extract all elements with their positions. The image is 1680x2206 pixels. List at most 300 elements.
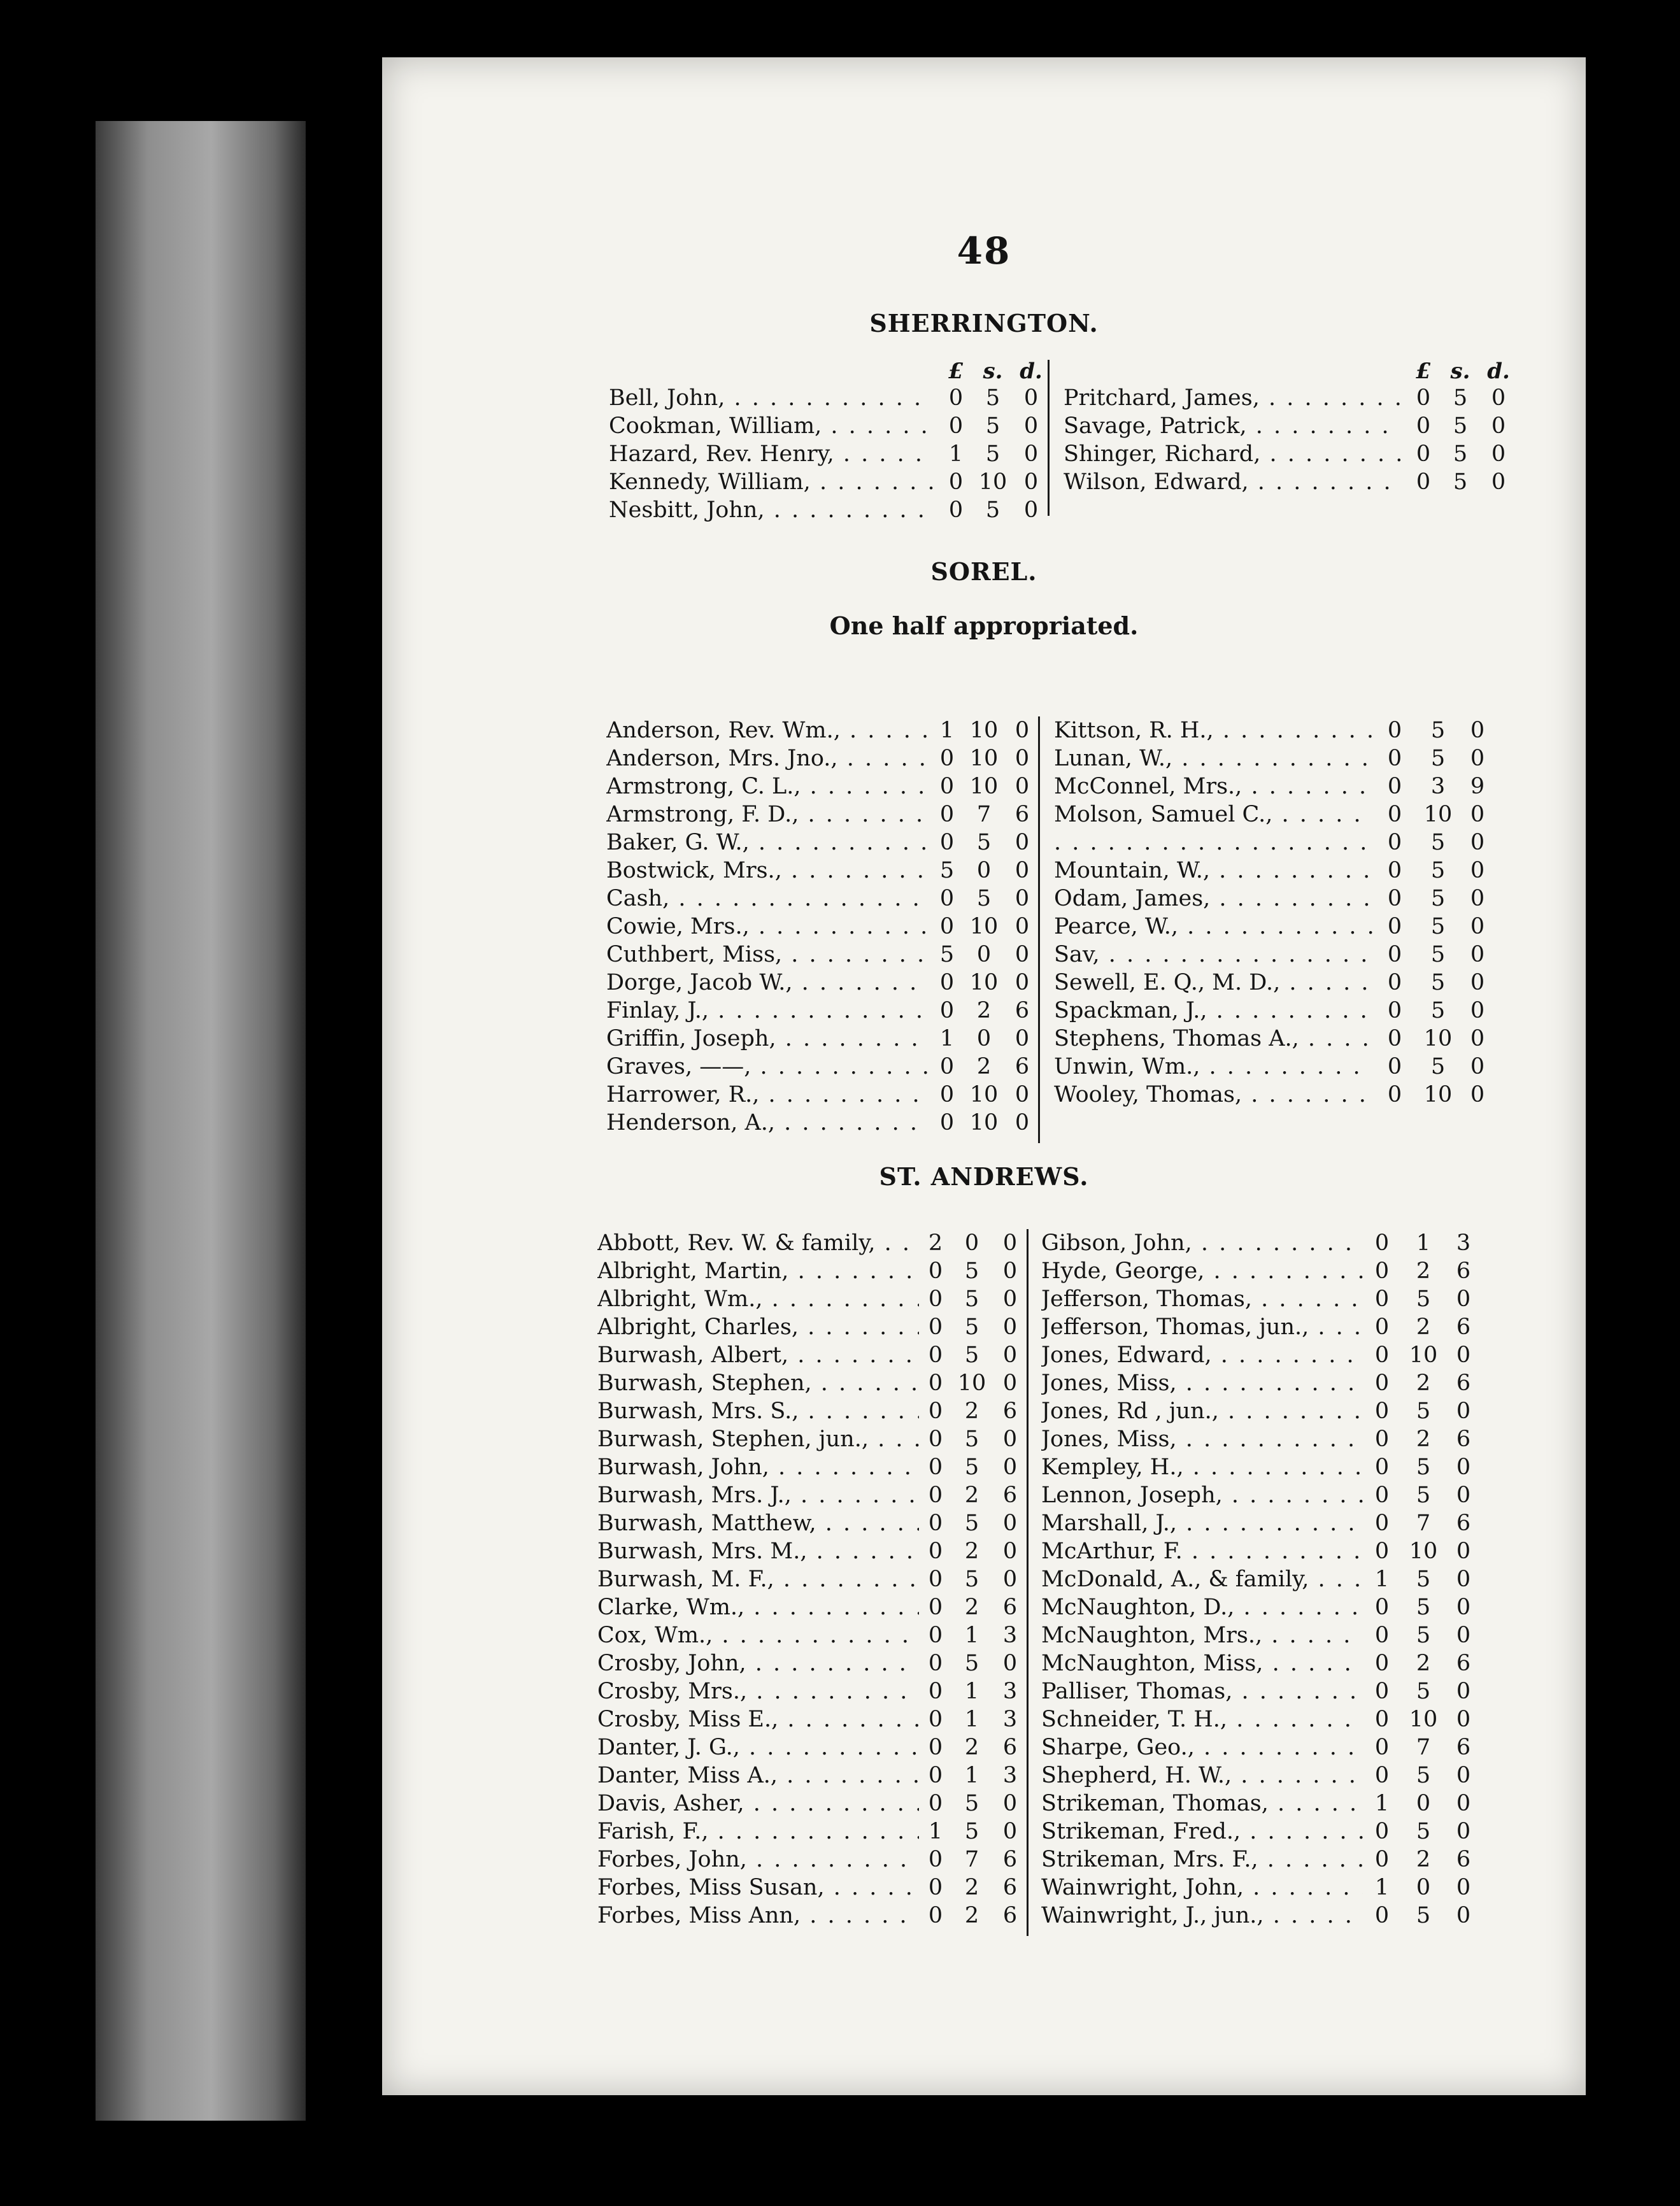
pence-value: 0 — [1014, 746, 1030, 771]
pounds-value: 0 — [928, 1314, 943, 1340]
subscriber-name: Graves, ——, . . . — [606, 1053, 928, 1081]
pounds-value: 0 — [1374, 1623, 1390, 1648]
subscriber-row — [606, 885, 1052, 913]
subscriber-row — [1054, 772, 1513, 801]
pence-value: 6 — [1456, 1314, 1471, 1340]
subscriber-name: Lunan, W., . . . — [1054, 744, 1372, 772]
shillings-value: 10 — [969, 1110, 999, 1135]
subscriber-name: McArthur, F. . . . — [1041, 1537, 1363, 1565]
pence-value: 0 — [1456, 1679, 1471, 1704]
subscriber-row — [1041, 1453, 1500, 1481]
subscriber-row — [1064, 440, 1522, 468]
pence-value: 0 — [1014, 1110, 1030, 1135]
subscriber-name: Schneider, T. H., . . . — [1041, 1705, 1363, 1733]
shillings-value: 10 — [1423, 802, 1453, 827]
shillings-value: 10 — [969, 970, 999, 995]
shillings-value: 5 — [985, 385, 1000, 411]
shillings-value: 5 — [1416, 1819, 1431, 1844]
subscriber-name: Jones, Rd , jun., . . . — [1041, 1397, 1363, 1425]
subscriber-row — [597, 1705, 1043, 1733]
subscriber-name: Shinger, Richard, . . . — [1064, 440, 1401, 468]
shillings-value: 7 — [976, 802, 992, 827]
pence-value: 6 — [1456, 1370, 1471, 1396]
shillings-value: 5 — [1430, 830, 1446, 855]
subscriber-name: McNaughton, D., . . . — [1041, 1593, 1363, 1621]
shillings-value: 10 — [969, 914, 999, 939]
shillings-value: 10 — [978, 469, 1007, 495]
subscriber-row — [1041, 1509, 1500, 1537]
pence-value: 0 — [1002, 1511, 1018, 1536]
pounds-value: 0 — [928, 1651, 943, 1676]
subscriber-row — [597, 1761, 1043, 1790]
pounds-value: 0 — [1374, 1847, 1390, 1872]
subscriber-name: Armstrong, F. D., . . . — [606, 801, 928, 829]
subscriber-row — [1041, 1593, 1500, 1621]
pence-value: 6 — [1456, 1427, 1471, 1452]
pence-value: 0 — [1002, 1342, 1018, 1368]
pence-value: 0 — [1023, 413, 1039, 439]
pence-value: 0 — [1002, 1370, 1018, 1396]
subscriber-row — [597, 1818, 1043, 1846]
subscriber-name: Forbes, Miss Ann, . . . — [597, 1902, 919, 1930]
shillings-header: s. — [983, 359, 1003, 384]
pence-value: 0 — [1023, 385, 1039, 411]
pence-value: 0 — [1014, 970, 1030, 995]
subscriber-name: Anderson, Rev. Wm., . . . — [606, 716, 928, 744]
shillings-value: 2 — [1416, 1427, 1431, 1452]
shillings-value: 1 — [964, 1707, 979, 1732]
subscriber-name: Wooley, Thomas, . . . — [1054, 1081, 1372, 1109]
pounds-value: 0 — [1374, 1286, 1390, 1312]
pounds-value: 0 — [928, 1370, 943, 1396]
pence-value: 9 — [1470, 774, 1485, 799]
subscriber-row — [1054, 829, 1513, 857]
pounds-value: 5 — [939, 942, 955, 967]
pounds-value: 0 — [928, 1875, 943, 1900]
pence-value: 0 — [1002, 1258, 1018, 1284]
pence-value: 0 — [1014, 886, 1030, 911]
pounds-value: 0 — [928, 1539, 943, 1564]
pounds-value: 1 — [928, 1819, 943, 1844]
shillings-value: 7 — [964, 1847, 979, 1872]
subscriber-name: Burwash, Mrs. M., . . . — [597, 1537, 919, 1565]
pounds-value: 0 — [1374, 1679, 1390, 1704]
column-divider — [1027, 1229, 1029, 1936]
subscriber-row — [597, 1677, 1043, 1705]
shillings-value: 2 — [964, 1539, 979, 1564]
pence-value: 0 — [1470, 802, 1485, 827]
pounds-value: 0 — [1416, 441, 1431, 467]
pence-value: 0 — [1014, 774, 1030, 799]
pounds-value: 0 — [928, 1342, 943, 1368]
subscriber-row — [609, 496, 1055, 524]
pounds-value: 0 — [1374, 1258, 1390, 1284]
subscriber-name: Cowie, Mrs., . . . — [606, 913, 928, 941]
pence-value: 0 — [1456, 1595, 1471, 1620]
subscriber-row — [606, 829, 1052, 857]
pounds-value: 0 — [928, 1903, 943, 1928]
shillings-value: 10 — [1423, 1026, 1453, 1051]
pounds-value: 0 — [1374, 1511, 1390, 1536]
subscriber-row — [1041, 1341, 1500, 1369]
shillings-value: 5 — [1453, 469, 1468, 495]
subscriber-row — [606, 857, 1052, 885]
pounds-value: 0 — [1374, 1539, 1390, 1564]
pence-value: 0 — [1002, 1539, 1018, 1564]
subscriber-name: Cuthbert, Miss, . . . — [606, 941, 928, 969]
shillings-value: 1 — [964, 1679, 979, 1704]
shillings-value: 5 — [964, 1258, 979, 1284]
subscriber-name: Clarke, Wm., . . . — [597, 1593, 919, 1621]
shillings-value: 10 — [969, 1082, 999, 1107]
pounds-value: 0 — [1374, 1735, 1390, 1760]
pence-value: 0 — [1491, 469, 1506, 495]
shillings-value: 2 — [1416, 1847, 1431, 1872]
subscriber-row — [1054, 885, 1513, 913]
subscriber-name: Forbes, Miss Susan, . . . — [597, 1874, 919, 1902]
pence-value: 0 — [1014, 1082, 1030, 1107]
pounds-value: 0 — [928, 1567, 943, 1592]
shillings-value: 10 — [1409, 1707, 1438, 1732]
pounds-value: 0 — [948, 469, 964, 495]
shillings-value: 5 — [964, 1427, 979, 1452]
shillings-value: 10 — [1423, 1082, 1453, 1107]
pence-value: 0 — [1014, 914, 1030, 939]
subscriber-name: Albright, Charles, . . . — [597, 1313, 919, 1341]
pence-value: 6 — [1456, 1258, 1471, 1284]
pounds-value: 0 — [928, 1679, 943, 1704]
subscriber-name: Burwash, M. F., . . . — [597, 1565, 919, 1593]
shillings-value: 2 — [964, 1875, 979, 1900]
subscriber-name: Lennon, Joseph, . . . — [1041, 1481, 1363, 1509]
subscriber-row — [1064, 412, 1522, 440]
shillings-value: 0 — [964, 1230, 979, 1256]
subscriber-name: Nesbitt, John, . . . — [609, 496, 934, 524]
subscriber-row — [609, 440, 1055, 468]
pounds-value: 1 — [1374, 1791, 1390, 1816]
pence-value: 0 — [1470, 914, 1485, 939]
shillings-value: 5 — [1416, 1455, 1431, 1480]
shillings-value: 2 — [964, 1903, 979, 1928]
subscriber-name: Shepherd, H. W., . . . — [1041, 1761, 1363, 1790]
shillings-value: 2 — [964, 1595, 979, 1620]
column-divider — [1038, 716, 1040, 1143]
document-page — [382, 57, 1586, 2095]
subscriber-name: Forbes, John, . . . — [597, 1846, 919, 1874]
pence-value: 0 — [1456, 1791, 1471, 1816]
section-title-sherrington: SHERRINGTON. — [869, 309, 1099, 338]
pence-value: 0 — [1014, 858, 1030, 883]
subscriber-name: Kennedy, William, . . . — [609, 468, 934, 496]
pence-header: d. — [1020, 359, 1043, 384]
shillings-value: 7 — [1416, 1735, 1431, 1760]
shillings-value: 5 — [985, 497, 1000, 523]
pounds-value: 0 — [939, 746, 955, 771]
subscriber-row — [597, 1537, 1043, 1565]
pounds-value: 0 — [928, 1847, 943, 1872]
subscriber-name: Harrower, R., . . . — [606, 1081, 928, 1109]
pounds-value: 0 — [928, 1707, 943, 1732]
subscriber-name: Burwash, Stephen, jun., . . . — [597, 1425, 919, 1453]
subscriber-name: Kittson, R. H., . . . — [1054, 716, 1372, 744]
subscriber-row — [597, 1593, 1043, 1621]
shillings-value: 7 — [1416, 1511, 1431, 1536]
pence-value: 0 — [1002, 1230, 1018, 1256]
subscriber-name: Davis, Asher, . . . — [597, 1790, 919, 1818]
pence-value: 0 — [1470, 830, 1485, 855]
subscriber-name: Gibson, John, . . . — [1041, 1229, 1363, 1257]
subscriber-name: Anderson, Mrs. Jno., . . . — [606, 744, 928, 772]
subscriber-name: Crosby, Mrs., . . . — [597, 1677, 919, 1705]
shillings-value: 5 — [976, 886, 992, 911]
shillings-value: 2 — [1416, 1314, 1431, 1340]
subscriber-row — [1054, 997, 1513, 1025]
pence-value: 0 — [1002, 1819, 1018, 1844]
shillings-value: 2 — [1416, 1370, 1431, 1396]
shillings-value: 3 — [1430, 774, 1446, 799]
pounds-value: 0 — [1416, 413, 1431, 439]
shillings-value: 10 — [969, 718, 999, 743]
subscriber-name: Odam, James, . . . — [1054, 885, 1372, 913]
pounds-value: 0 — [928, 1455, 943, 1480]
shillings-value: 5 — [1416, 1483, 1431, 1508]
pence-value: 0 — [1456, 1819, 1471, 1844]
subscriber-row — [1054, 913, 1513, 941]
shillings-value: 5 — [1430, 718, 1446, 743]
subscriber-name: Jones, Edward, . . . — [1041, 1341, 1363, 1369]
sherrington-left-column — [609, 359, 1055, 524]
pence-value: 6 — [1014, 998, 1030, 1023]
pence-value: 6 — [1456, 1651, 1471, 1676]
shillings-value: 5 — [1430, 746, 1446, 771]
pounds-value: 1 — [939, 718, 955, 743]
subscriber-row — [1054, 1081, 1513, 1109]
subscriber-row — [606, 1053, 1052, 1081]
subscriber-name: Crosby, John, . . . — [597, 1649, 919, 1677]
pence-value: 0 — [1014, 942, 1030, 967]
subscriber-name: Hyde, George, . . . — [1041, 1257, 1363, 1285]
shillings-value: 1 — [964, 1623, 979, 1648]
subscriber-row — [1064, 468, 1522, 496]
subscriber-row — [597, 1229, 1043, 1257]
subscriber-row — [597, 1425, 1043, 1453]
book-binding-edge — [96, 121, 306, 2121]
subscriber-name: Hazard, Rev. Henry, . . . — [609, 440, 934, 468]
subscriber-row — [606, 997, 1052, 1025]
pence-value: 0 — [1014, 1026, 1030, 1051]
pounds-value: 0 — [1374, 1230, 1390, 1256]
subscriber-name: Stephens, Thomas A., . . . — [1054, 1025, 1372, 1053]
pounds-value: 0 — [1387, 746, 1402, 771]
shillings-value: 5 — [1416, 1903, 1431, 1928]
shillings-value: 2 — [964, 1483, 979, 1508]
shillings-value: 10 — [969, 746, 999, 771]
subscriber-name: Bostwick, Mrs., . . . — [606, 857, 928, 885]
column-divider — [1048, 360, 1050, 516]
pence-header: d. — [1487, 359, 1510, 384]
subscriber-row — [1041, 1313, 1500, 1341]
shillings-value: 5 — [1430, 1054, 1446, 1079]
subscriber-name: Cox, Wm., . . . — [597, 1621, 919, 1649]
pounds-value: 0 — [1374, 1819, 1390, 1844]
pence-value: 0 — [1456, 1398, 1471, 1424]
shillings-value: 10 — [1409, 1539, 1438, 1564]
pounds-value: 0 — [1374, 1455, 1390, 1480]
shillings-value: 0 — [1416, 1791, 1431, 1816]
subscriber-name: Danter, J. G., . . . — [597, 1733, 919, 1761]
subscriber-row — [1054, 969, 1513, 997]
subscriber-row — [1054, 801, 1513, 829]
subscriber-name: Cookman, William, . . . — [609, 412, 934, 440]
subscriber-row — [1041, 1790, 1500, 1818]
pounds-value: 0 — [1387, 1026, 1402, 1051]
pounds-value: 1 — [939, 1026, 955, 1051]
shillings-value: 5 — [1416, 1679, 1431, 1704]
pence-value: 0 — [1470, 1026, 1485, 1051]
subscriber-row — [597, 1313, 1043, 1341]
shillings-value: 5 — [964, 1342, 979, 1368]
subscriber-row — [1041, 1257, 1500, 1285]
pence-value: 0 — [1014, 718, 1030, 743]
pence-value: 6 — [1456, 1511, 1471, 1536]
subscriber-row — [1041, 1846, 1500, 1874]
pence-value: 0 — [1002, 1651, 1018, 1676]
subscriber-row — [1041, 1649, 1500, 1677]
pounds-value: 0 — [928, 1398, 943, 1424]
subscriber-row — [606, 801, 1052, 829]
subscriber-row — [606, 1081, 1052, 1109]
st-andrews-left-column — [597, 1229, 1043, 1930]
subscriber-row — [1054, 744, 1513, 772]
subscriber-row — [606, 744, 1052, 772]
pounds-value: 0 — [1374, 1483, 1390, 1508]
subscriber-row — [597, 1790, 1043, 1818]
subscriber-row — [1041, 1677, 1500, 1705]
section-title-st-andrews: ST. ANDREWS. — [879, 1162, 1089, 1191]
subscriber-name: Burwash, Stephen, . . . — [597, 1369, 919, 1397]
subscriber-name: McDonald, A., & family, . . . — [1041, 1565, 1363, 1593]
subscriber-name: Farish, F., . . . — [597, 1818, 919, 1846]
pence-value: 6 — [1456, 1847, 1471, 1872]
subscriber-name: Burwash, Matthew, . . . — [597, 1509, 919, 1537]
subscriber-row — [606, 1025, 1052, 1053]
pence-value: 0 — [1456, 1455, 1471, 1480]
pounds-value: 0 — [1387, 774, 1402, 799]
subscriber-row — [597, 1257, 1043, 1285]
shillings-value: 5 — [964, 1567, 979, 1592]
shillings-value: 0 — [1416, 1875, 1431, 1900]
subscriber-name: Burwash, John, . . . — [597, 1453, 919, 1481]
pounds-value: 0 — [939, 1054, 955, 1079]
subscriber-name: Burwash, Albert, . . . — [597, 1341, 919, 1369]
subscriber-row — [609, 468, 1055, 496]
subscriber-name: Sewell, E. Q., M. D., . . . — [1054, 969, 1372, 997]
subscriber-name: Sharpe, Geo., . . . — [1041, 1733, 1363, 1761]
pence-value: 3 — [1002, 1707, 1018, 1732]
pounds-value: 0 — [939, 830, 955, 855]
shillings-value: 5 — [1430, 886, 1446, 911]
shillings-value: 5 — [1430, 858, 1446, 883]
subscriber-row — [1041, 1761, 1500, 1790]
pounds-value: 0 — [1387, 1082, 1402, 1107]
subscriber-row — [1041, 1705, 1500, 1733]
subscriber-name: Wilson, Edward, . . . — [1064, 468, 1401, 496]
subscriber-row — [609, 412, 1055, 440]
pounds-value: 0 — [1387, 718, 1402, 743]
subscriber-name: Albright, Martin, . . . — [597, 1257, 919, 1285]
pence-value: 6 — [1002, 1903, 1018, 1928]
pence-value: 0 — [1470, 858, 1485, 883]
subscriber-name: McNaughton, Miss, . . . — [1041, 1649, 1363, 1677]
shillings-header: s. — [1450, 359, 1470, 384]
subscriber-name: Unwin, Wm., . . . — [1054, 1053, 1372, 1081]
subscriber-row — [597, 1846, 1043, 1874]
section-subtitle-sorel: One half appropriated. — [829, 611, 1139, 640]
pounds-value: 0 — [1387, 914, 1402, 939]
subscriber-name: Dorge, Jacob W., . . . — [606, 969, 928, 997]
pounds-value: 0 — [1387, 998, 1402, 1023]
subscriber-name: Jones, Miss, . . . — [1041, 1369, 1363, 1397]
shillings-value: 5 — [985, 413, 1000, 439]
subscriber-name: McNaughton, Mrs., . . . — [1041, 1621, 1363, 1649]
pounds-value: 0 — [939, 914, 955, 939]
subscriber-name: Jefferson, Thomas, jun., . . . — [1041, 1313, 1363, 1341]
subscriber-row — [597, 1565, 1043, 1593]
subscriber-row — [1054, 941, 1513, 969]
subscriber-name: Strikeman, Mrs. F., . . . — [1041, 1846, 1363, 1874]
subscriber-name: Kempley, H., . . . — [1041, 1453, 1363, 1481]
pounds-value: 0 — [1387, 802, 1402, 827]
shillings-value: 5 — [1430, 942, 1446, 967]
pounds-value: 0 — [1374, 1651, 1390, 1676]
shillings-value: 5 — [1430, 914, 1446, 939]
pence-value: 0 — [1470, 718, 1485, 743]
shillings-value: 2 — [964, 1735, 979, 1760]
subscriber-name: Sav, . . . — [1054, 941, 1372, 969]
pounds-value: 0 — [1387, 942, 1402, 967]
pence-value: 0 — [1456, 1483, 1471, 1508]
subscriber-name: Molson, Samuel C., . . . — [1054, 801, 1372, 829]
pence-value: 0 — [1023, 497, 1039, 523]
subscriber-row — [597, 1453, 1043, 1481]
subscriber-row — [597, 1733, 1043, 1761]
pounds-value: 5 — [939, 858, 955, 883]
pounds-value: 0 — [939, 886, 955, 911]
subscriber-row — [1041, 1425, 1500, 1453]
pence-value: 0 — [1002, 1567, 1018, 1592]
pounds-value: 0 — [928, 1286, 943, 1312]
pence-value: 0 — [1470, 746, 1485, 771]
pounds-value: 0 — [928, 1427, 943, 1452]
subscriber-row — [597, 1369, 1043, 1397]
shillings-value: 1 — [1416, 1230, 1431, 1256]
pounds-value: 0 — [1416, 385, 1431, 411]
subscriber-row — [597, 1509, 1043, 1537]
subscriber-row — [1041, 1733, 1500, 1761]
sorel-left-column — [606, 716, 1052, 1137]
subscriber-row — [606, 913, 1052, 941]
pence-value: 3 — [1002, 1623, 1018, 1648]
subscriber-row — [1041, 1397, 1500, 1425]
pence-value: 0 — [1456, 1763, 1471, 1788]
subscriber-name: Savage, Patrick, . . . — [1064, 412, 1401, 440]
pence-value: 0 — [1456, 1875, 1471, 1900]
shillings-value: 5 — [1430, 998, 1446, 1023]
subscriber-row — [1041, 1481, 1500, 1509]
subscriber-name: Armstrong, C. L., . . . — [606, 772, 928, 801]
subscriber-row — [597, 1902, 1043, 1930]
subscriber-row — [597, 1481, 1043, 1509]
